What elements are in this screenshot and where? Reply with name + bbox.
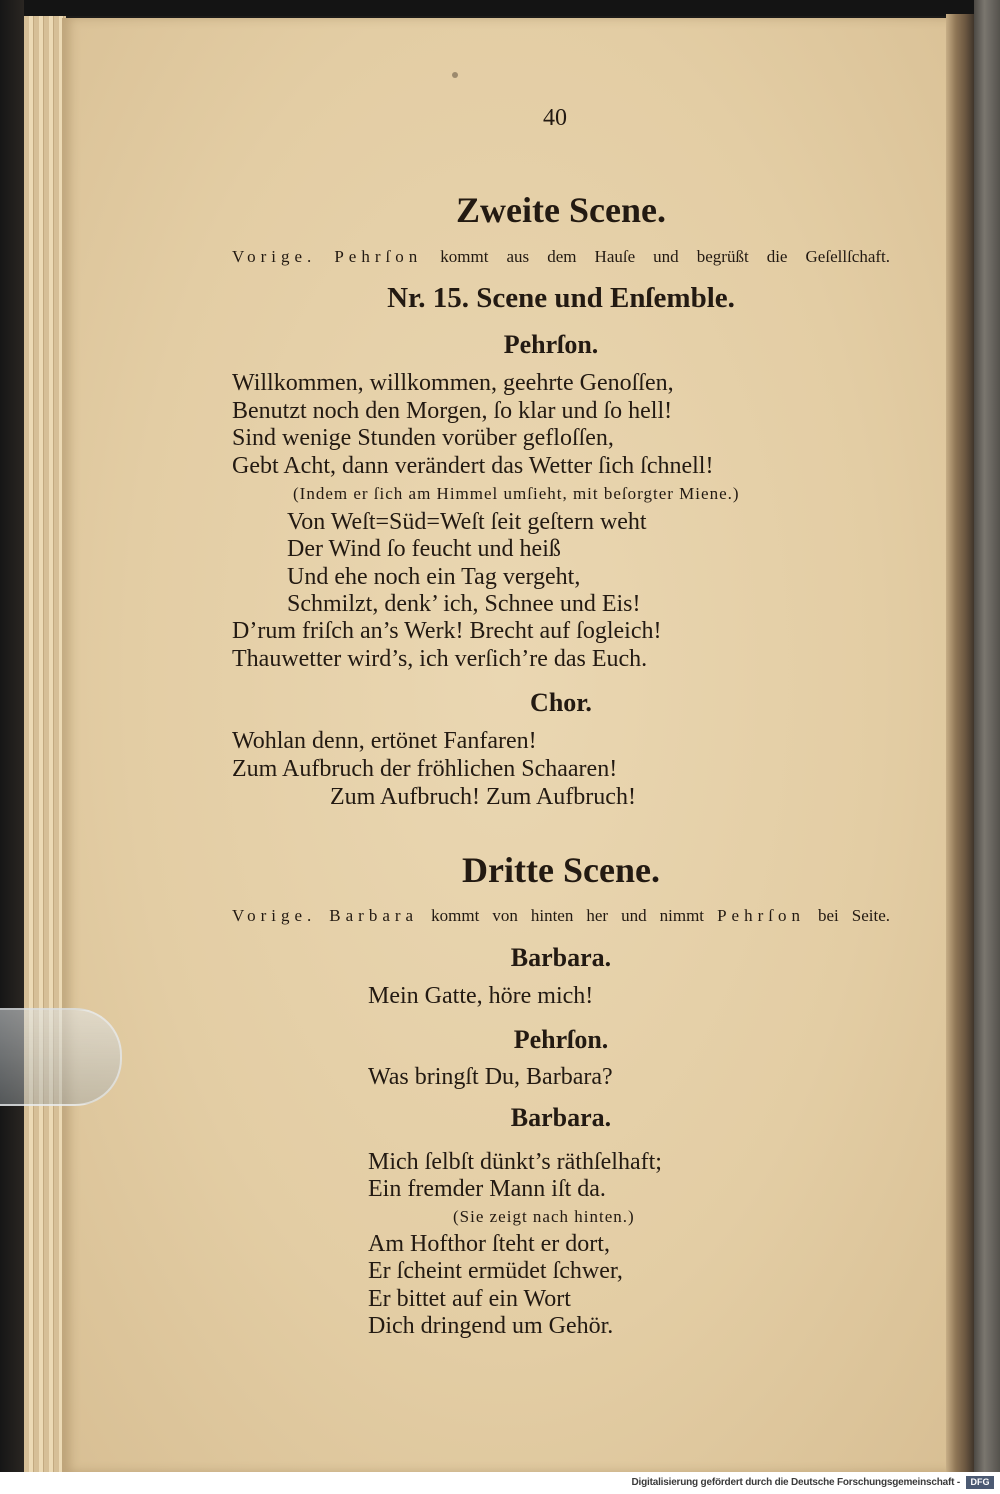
verse-line: Der Wind ſo feucht und heiß [287,536,561,562]
speaker-barbara: Barbara. [510,943,612,972]
speaker-pehrson: Pehrſon. [503,330,599,359]
verse-line: Zum Aufbruch! Zum Aufbruch! [330,784,636,810]
scene-two-stage-direction [232,246,890,268]
speaker-barbara: Barbara. [510,1103,612,1132]
verse-line: Ein fremder Mann iſt da. [368,1176,606,1202]
scene-two-title: Zweite Scene. [456,190,666,230]
direction-who: Vorige. [232,247,317,266]
direction-person: Pehrſon [334,247,423,266]
verse-line: Dich dringend um Gehör. [368,1313,614,1339]
number-heading: Nr. 15. Scene und Enſemble. [387,282,735,314]
speaker-pehrson: Pehrſon. [513,1025,609,1054]
scene-three-stage-direction [232,905,890,927]
verse-line: Schmilzt, denk’ ich, Schnee und Eis! [287,591,641,617]
paper-speck [452,72,458,78]
verse-line: Zum Aufbruch der fröhlichen Schaaren! [232,756,618,782]
dfg-logo-icon: DFG [966,1476,994,1489]
verse-line: Und ehe noch ein Tag vergeht, [287,564,581,590]
verse-line: Er bittet auf ein Wort [368,1286,571,1312]
stacked-page-edges [24,16,66,1472]
verse-line: Von Weſt=Süd=Weſt ſeit geſtern weht [287,509,647,535]
direction-person: Pehrſon [717,906,805,925]
digitization-footer [0,1472,1000,1494]
verse-line: Willkommen, willkommen, geehrte Genoſſen, [232,370,674,396]
verse-line: Er ſcheint ermüdet ſchwer, [368,1258,623,1284]
direction-person: Barbara [329,906,419,925]
direction-text: bei Seite. [817,906,891,925]
direction-text: kommt von hinten her und nimmt [431,906,705,925]
verse-line: D’rum friſch an’s Werk! Brecht auf ſogleich! [232,618,662,644]
verse-line: Thauwetter wird’s, ich verſich’re das Euch. [232,646,648,672]
stage-aside: (Sie zeigt nach hinten.) [453,1207,635,1226]
plastic-page-clip [0,1008,122,1106]
scan-top-border [0,0,1000,16]
verse-line: Was bringſt Du, Barbara? [368,1064,613,1090]
page-binding-edge [946,14,974,1472]
speaker-chor: Chor. [530,688,592,717]
verse-line: Wohlan denn, ertönet Fanfaren! [232,728,537,754]
verse-line: Mein Gatte, höre mich! [368,983,594,1009]
scan-right-border [974,0,1000,1472]
verse-line: Benutzt noch den Morgen, ſo klar und ſo hell! [232,398,673,424]
verse-line: Mich ſelbſt dünkt’s räthſelhaft; [368,1149,662,1175]
scene-three-title: Dritte Scene. [462,850,660,890]
page-number: 40 [543,105,567,131]
direction-text: kommt aus dem Hauſe und begrüßt die Geſellſchaft. [440,247,891,266]
funding-credit: Digitalisierung gefördert durch die Deutsche Forschungsgemeinschaft - [631,1477,960,1488]
verse-line: Sind wenige Stunden vorüber gefloſſen, [232,425,614,451]
verse-line: Gebt Acht, dann verändert das Wetter ſich ſchnell! [232,453,714,479]
scan-left-border [0,0,24,1472]
direction-who: Vorige. [232,906,317,925]
stage-aside: (Indem er ſich am Himmel umſieht, mit beſorgter Miene.) [293,484,740,503]
verse-line: Am Hofthor ſteht er dort, [368,1231,610,1257]
